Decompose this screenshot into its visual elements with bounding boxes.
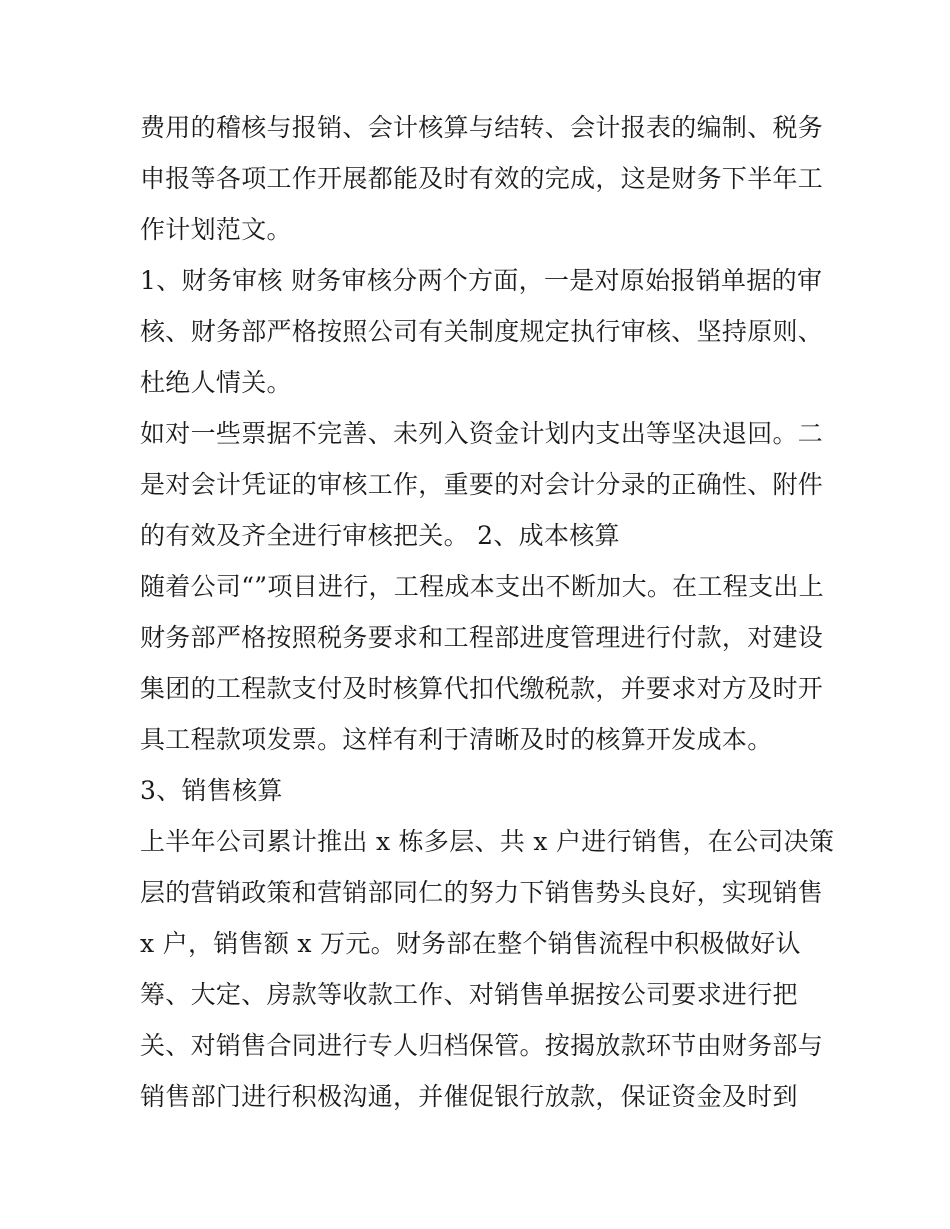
text-line: 是对会计凭证的审核工作，重要的对会计分录的正确性、附件 [140,470,824,499]
text-line: 关、对销售合同进行专人归档保管。按揭放款环节由财务部与 [140,1031,824,1060]
text-line: 核、财务部严格按照公司有关制度规定执行审核、坚持原则、 [140,317,824,346]
text-line: 杜绝人情关。 [140,368,292,397]
text-line: 的有效及齐全进行审核把关。 2、成本核算 [140,521,620,550]
text-line: 随着公司“”项目进行，工程成本支出不断加大。在工程支出上 [140,572,824,601]
text-line: 1、财务审核 财务审核分两个方面，一是对原始报销单据的审 [140,266,823,295]
text-line: 上半年公司累计推出 x 栋多层、共 x 户进行销售，在公司决策 [140,827,835,856]
text-line: 费用的稽核与报销、会计核算与结转、会计报表的编制、税务 [140,113,824,142]
text-line: 如对一些票据不完善、未列入资金计划内支出等坚决退回。二 [140,419,824,448]
text-line: 集团的工程款支付及时核算代扣代缴税款，并要求对方及时开 [140,674,824,703]
text-line: 具工程款项发票。这样有利于清晰及时的核算开发成本。 [140,725,773,754]
text-line: 销售部门进行积极沟通，并催促银行放款，保证资金及时到 [140,1082,798,1111]
text-line: 筹、大定、房款等收款工作、对销售单据按公司要求进行把 [140,980,798,1009]
text-line: x 户，销售额 x 万元。财务部在整个销售流程中积极做好认 [140,929,801,958]
text-line: 财务部严格按照税务要求和工程部进度管理进行付款，对建设 [140,623,824,652]
text-line: 作计划范文。 [140,215,292,244]
text-line: 层的营销政策和营销部同仁的努力下销售势头良好，实现销售 [140,878,824,907]
text-line: 申报等各项工作开展都能及时有效的完成，这是财务下半年工 [140,164,824,193]
text-line: 3、销售核算 [140,776,283,805]
